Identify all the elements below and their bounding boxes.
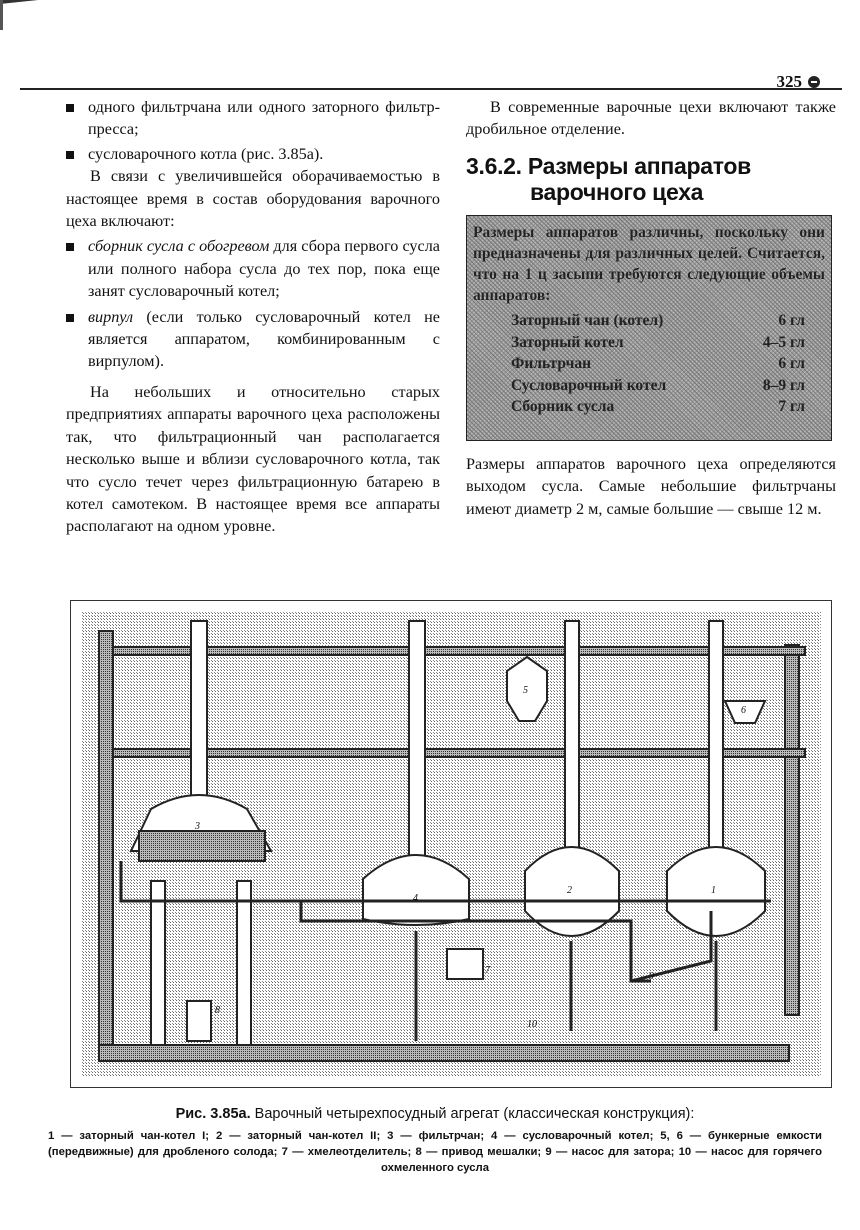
label-7: 7 — [485, 965, 490, 976]
scan-artifact — [0, 0, 52, 4]
paragraph: Размеры аппаратов варочного цеха определяются выходом сусла. Самые небольшие фильтрчаны имеют диаметр 2 м, самые большие — свыше 12 м. — [466, 454, 836, 518]
table-row: Сусловарочный котел 8–9 гл — [511, 376, 805, 394]
label-4: 4 — [413, 893, 418, 904]
figure-legend: 1 — заторный чан-котел I; 2 — заторный чан-котел II; 3 — фильтрчан; 4 — сусловарочный котел; 5, 6 — бункерные емкости (передвижные) для дробленого солода; 7 — хмелеотделитель; 8 — привод мешалки; 9 — насос для затора; 10 — насос для горячего охмеленного сусла — [48, 1130, 822, 1174]
bullet-icon — [66, 314, 74, 322]
info-box: Размеры аппаратов различны, поскольку они предназначены для различных целей. Считается, что на 1 ц засыпи требуются следующие объемы аппаратов: Заторный чан (котел) 6 гл Заторный котел 4–5 гл Фильтрчан 6 гл Сусловарочный котел 8–9 гл Сборник сусла 7 гл — [466, 215, 832, 441]
mash-kettle-2 — [525, 847, 619, 936]
scan-artifact-edge — [0, 0, 3, 30]
list-item: вирпул (если только сусловарочный котел не является аппаратом, комбинированным с вирпулом). — [66, 306, 440, 373]
agitator-drive-8 — [187, 1001, 211, 1041]
label-10: 10 — [527, 1019, 537, 1030]
page-number — [777, 72, 821, 92]
brewhouse-figure — [70, 600, 832, 1088]
bullet-icon — [66, 104, 74, 112]
label-5: 5 — [523, 685, 528, 696]
right-column — [466, 96, 836, 520]
hop-separator-7 — [447, 949, 483, 979]
volumes-table — [511, 310, 811, 418]
left-column — [66, 96, 440, 538]
list-item: одного фильтрчана или одного заторного фильтр-пресса; — [66, 96, 440, 141]
page-marker-icon — [808, 76, 820, 88]
brewhouse-diagram — [71, 601, 831, 1087]
label-2: 2 — [567, 885, 572, 896]
paragraph: На небольших и относительно старых предприятиях аппараты варочного цеха расположены так, что фильтрационный чан располагается несколько выше и вблизи сусловарочного котла, так что сусло течет через фильтрационную батарею в котел самотеком. В настоящее время все аппараты располагают на одном уровне. — [66, 382, 440, 536]
header-rule — [20, 88, 842, 90]
paragraph: В связи с увеличившейся оборачиваемостью в настоящее время в состав оборудования варочного цеха включают: — [66, 167, 440, 231]
table-row: Сборник сусла 7 гл — [511, 398, 805, 416]
mash-tun-1 — [667, 847, 765, 936]
section-heading: 3.6.2. Размеры аппаратов варочного цеха — [466, 152, 751, 205]
bullet-icon — [66, 243, 74, 251]
label-6: 6 — [741, 705, 746, 716]
bullet-icon — [66, 151, 74, 159]
label-1: 1 — [711, 885, 716, 896]
label-3: 3 — [195, 821, 200, 832]
label-8: 8 — [215, 1005, 220, 1016]
table-row: Фильтрчан 6 гл — [511, 355, 805, 373]
page-number-text: 325 — [776, 72, 802, 91]
list-item: сусловарочного котла (рис. 3.85а). — [66, 143, 440, 165]
paragraph: В современные варочные цехи включают также дробильное отделение. — [466, 98, 836, 139]
label-9: 9 — [649, 971, 654, 982]
table-row: Заторный чан (котел) 6 гл — [511, 312, 805, 330]
list-item: сборник сусла с обогревом для сбора первого сусла или полного набора сусла до тех пор, пока еще занят сусловарочный котел; — [66, 235, 440, 302]
table-row: Заторный котел 4–5 гл — [511, 333, 805, 351]
figure-caption: Рис. 3.85а. Варочный четырехпосудный агрегат (классическая конструкция): 1 — заторный чан-котел I; 2 — заторный чан-котел II; 3 — фильтрчан; 4 — сусловарочный котел; 5, 6 — бункерные емкости (передвижные) для дробленого солода; 7 — хмелеотделитель; 8 — привод мешалки; 9 — насос для затора; 10 — насос для горячего охмеленного сусла — [40, 1106, 830, 1176]
